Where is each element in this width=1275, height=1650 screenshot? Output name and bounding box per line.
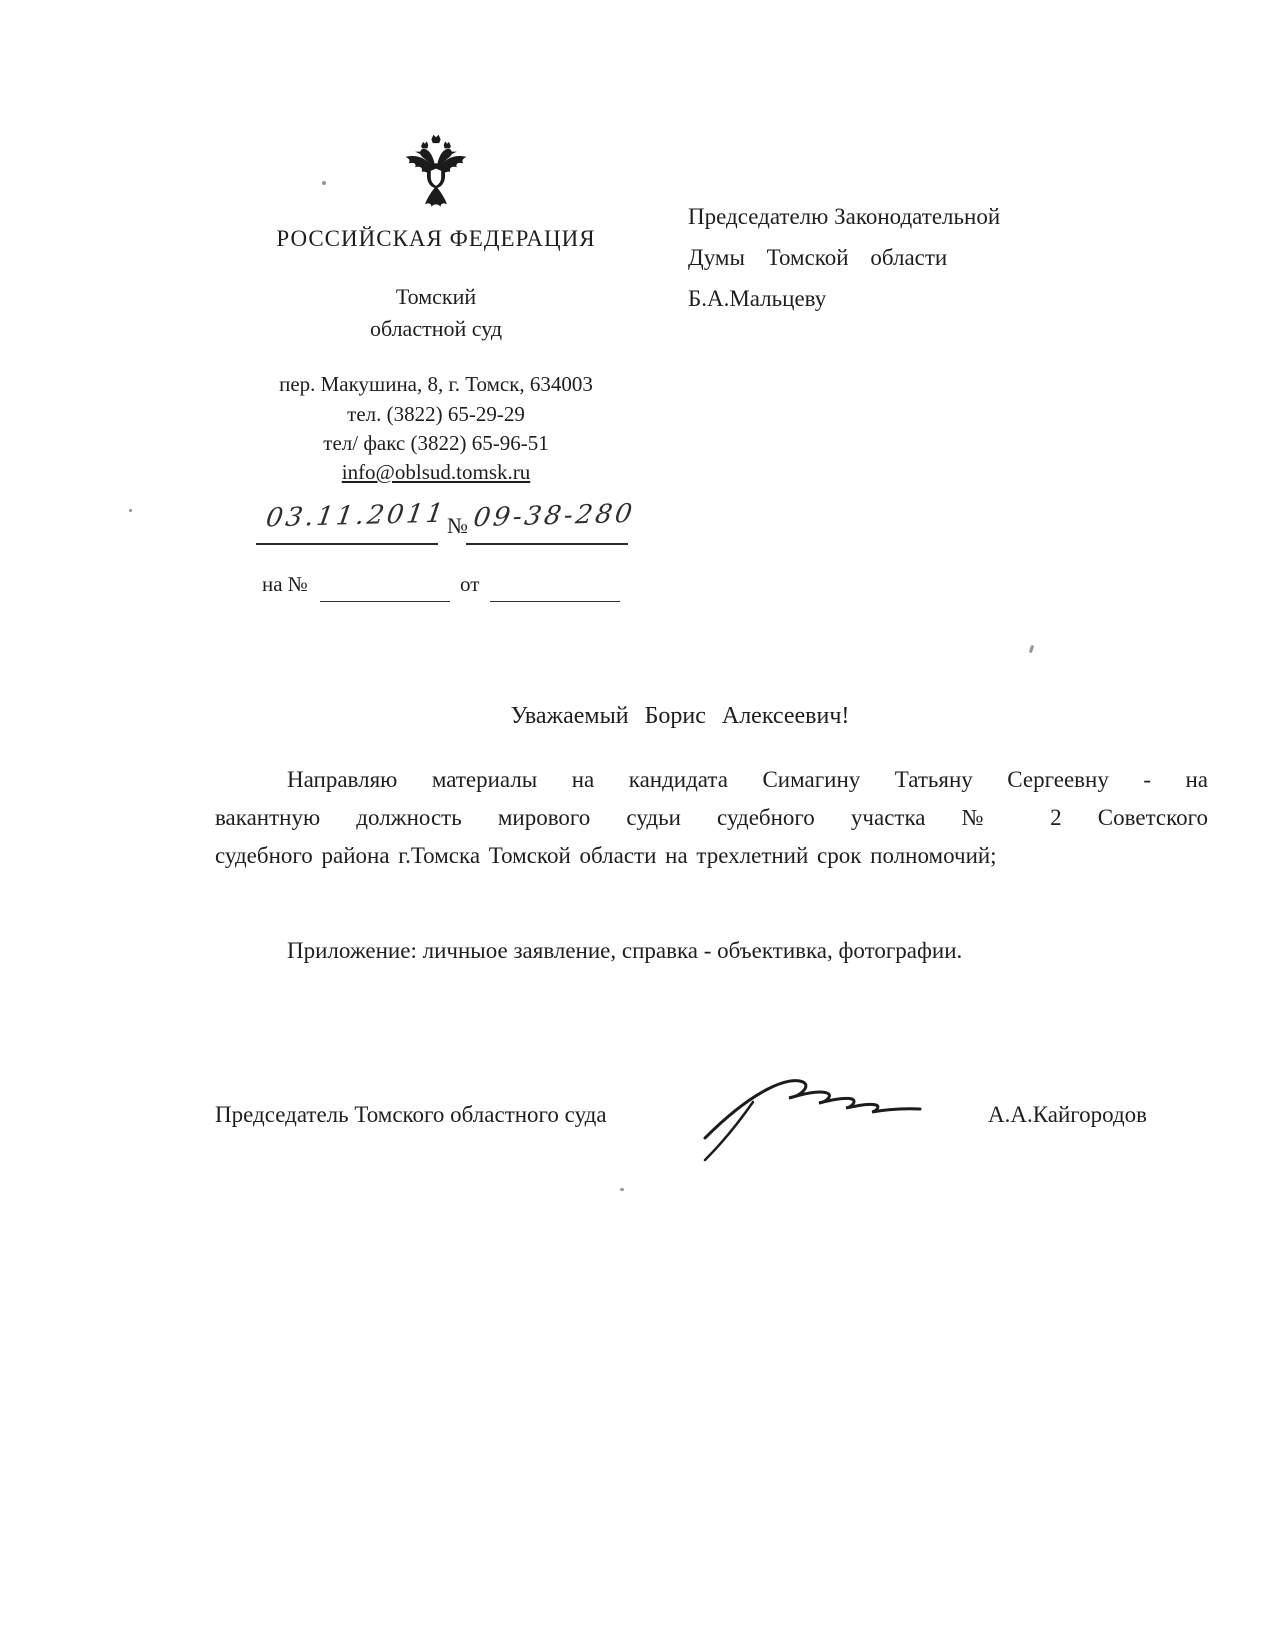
scan-speck [322,181,326,185]
letterhead-country: РОССИЙСКАЯ ФЕДЕРАЦИЯ [276,226,596,251]
scan-speck [620,1188,624,1191]
letterhead-address: пер. Макушина, 8, г. Томск, 634003 [279,372,593,396]
letterhead-court-name-line2: областной суд [369,316,503,341]
addressee-line2: Думы Томской области [688,245,948,270]
attachment-line: Приложение: личныое заявление, справка - объективка, фотографии. [287,938,963,963]
reply-date-blank-line [490,601,620,602]
date-underline [256,543,438,545]
handwritten-signature [695,1068,945,1168]
number-sign-label: № [447,513,468,538]
body-paragraph-line3: судебного района г.Томска Томской области на трехлетний срок полномочий; [215,843,997,868]
reply-number-blank-line [320,601,450,602]
addressee-block [688,196,1128,319]
letterhead-email: info@oblsud.tomsk.ru [341,460,531,484]
handwritten-date: 03.11.2011 [263,498,449,534]
body-paragraph-line2: вакантную должность мирового судьи судебного участка № 2 Советского [215,805,1208,830]
russia-coat-of-arms-icon [397,132,475,223]
number-underline [466,543,628,545]
addressee-line3: Б.А.Мальцеву [688,286,827,311]
letterhead-phone: тел. (3822) 65-29-29 [347,402,525,426]
signer-name: А.А.Кайгородов [988,1102,1148,1127]
addressee-line1: Председателю Законодательной [688,204,1001,229]
scan-speck [1029,645,1034,654]
signer-title: Председатель Томского областного суда [215,1102,607,1127]
reply-date-label: от [460,572,480,596]
letterhead-phone-fax: тел/ факс (3822) 65-96-51 [323,431,549,455]
scan-speck [129,509,132,512]
handwritten-outgoing-number: 09-38-280 [471,498,637,534]
letterhead-court-name-line1: Томский [395,284,477,309]
reply-to-number-label: на № [262,572,308,596]
salutation: Уважаемый Борис Алексеевич! [510,703,850,729]
body-paragraph-line1: Направляю материалы на кандидата Симагину Татьяну Сергеевну - на [287,767,1208,792]
